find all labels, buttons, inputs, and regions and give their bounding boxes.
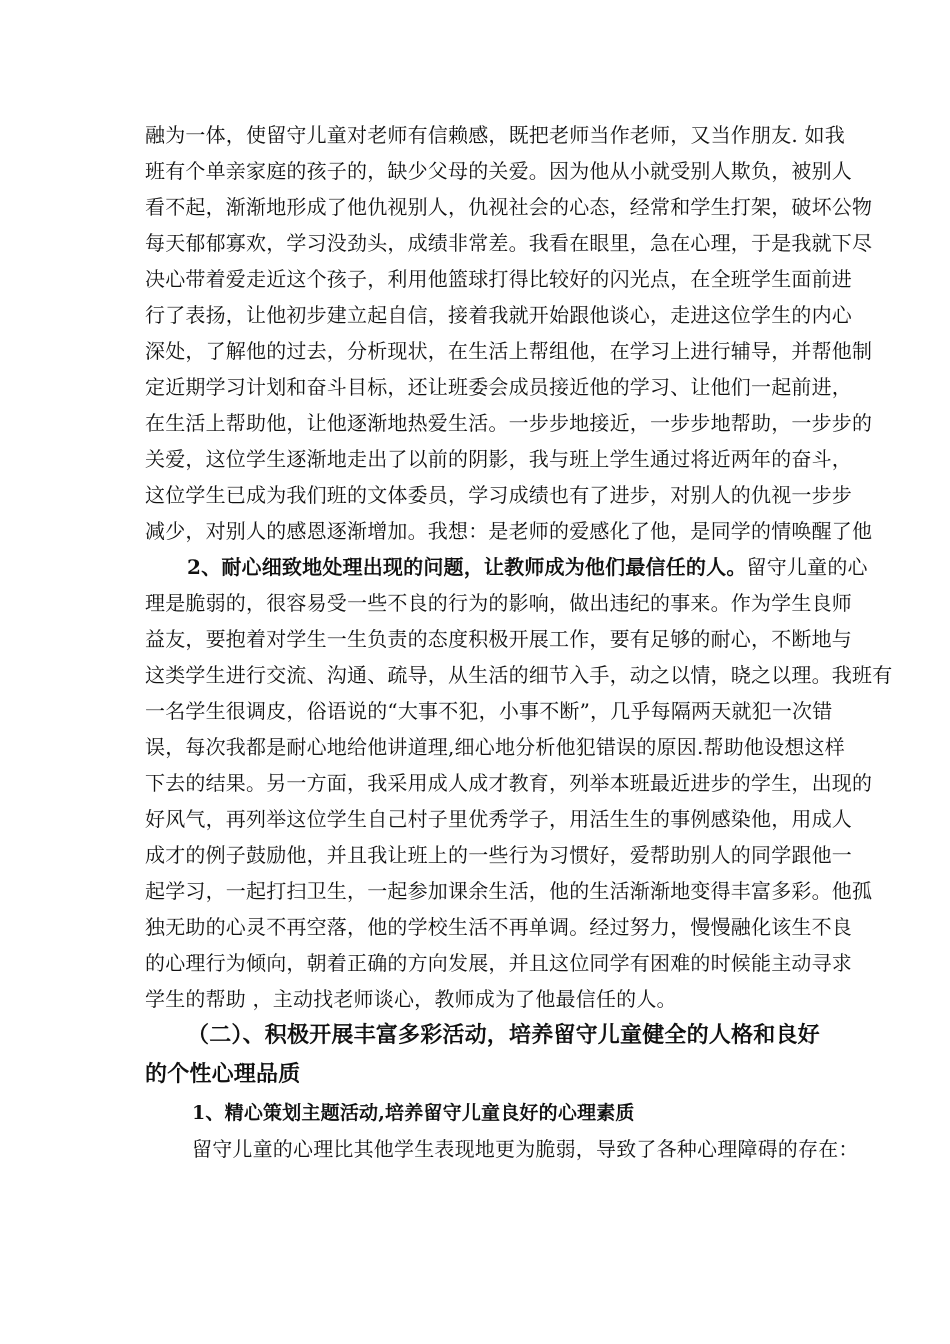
text-line: 益友，要抱着对学生一生负责的态度积极开展工作，要有足够的耐心，不断地与 bbox=[145, 627, 852, 651]
paragraph-lead-text: 留守儿童的心 bbox=[746, 555, 868, 579]
text-line: 减少，对别人的感恩逐渐增加。我想：是老师的爱感化了他，是同学的情唤醒了他 bbox=[145, 519, 873, 543]
text-line: 误，每次我都是耐心地给他讲道理,细心地分析他犯错误的原因.帮助他设想这样 bbox=[145, 735, 845, 759]
text-line: 的心理行为倾向，朝着正确的方向发展，并且这位同学有困难的时候能主动寻求 bbox=[145, 951, 852, 975]
text-line: 行了表扬，让他初步建立起自信，接着我就开始跟他谈心，走进这位学生的内心 bbox=[145, 303, 852, 327]
text-line: 融为一体，使留守儿童对老师有信赖感，既把老师当作老师，又当作朋友. 如我 bbox=[145, 123, 845, 147]
text-line: 成才的例子鼓励他，并且我让班上的一些行为习惯好，爱帮助别人的同学跟他一 bbox=[145, 843, 852, 867]
text-line bbox=[187, 555, 868, 579]
subsection-title: 1、精心策划主题活动,培养留守儿童良好的心理素质 bbox=[192, 1102, 635, 1124]
text-line: 每天郁郁寡欢，学习没劲头，成绩非常差。我看在眼里，急在心理，于是我就下尽 bbox=[145, 231, 873, 255]
section-title-line: （二）、积极开展丰富多彩活动，培养留守儿童健全的人格和良好 bbox=[187, 1022, 820, 1048]
text-line: 这位学生已成为我们班的文体委员，学习成绩也有了进步，对别人的仇视一步步 bbox=[145, 483, 852, 507]
text-line: 这类学生进行交流、沟通、疏导，从生活的细节入手，动之以情，晓之以理。我班有 bbox=[145, 663, 893, 687]
text-line: 留守儿童的心理比其他学生表现地更为脆弱，导致了各种心理障碍的存在： bbox=[192, 1137, 859, 1161]
section-title-line: 的个性心理品质 bbox=[145, 1061, 301, 1087]
text-line: 看不起，渐渐地形成了他仇视别人，仇视社会的心态，经常和学生打架，破坏公物 bbox=[145, 195, 873, 219]
text-line: 起学习，一起打扫卫生，一起参加课余生活，他的生活渐渐地变得丰富多彩。他孤 bbox=[145, 879, 873, 903]
paragraph-heading: 2、耐心细致地处理出现的问题，让教师成为他们最信任的人。 bbox=[187, 555, 747, 579]
text-line: 学生的帮助 ，主动找老师谈心，教师成为了他最信任的人。 bbox=[145, 987, 677, 1011]
text-line: 一名学生很调皮，俗语说的“大事不犯，小事不断”，几乎每隔两天就犯一次错 bbox=[145, 699, 833, 723]
text-line: 好风气，再列举这位学生自己村子里优秀学子，用活生生的事例感染他，用成人 bbox=[145, 807, 852, 831]
text-line: 深处，了解他的过去，分析现状，在生活上帮组他，在学习上进行辅导，并帮他制 bbox=[145, 339, 873, 363]
text-line: 关爱，这位学生逐渐地走出了以前的阴影，我与班上学生通过将近两年的奋斗， bbox=[145, 447, 852, 471]
text-line: 班有个单亲家庭的孩子的，缺少父母的关爱。因为他从小就受别人欺负，被别人 bbox=[145, 159, 852, 183]
text-line: 理是脆弱的，很容易受一些不良的行为的影响，做出违纪的事来。作为学生良师 bbox=[145, 591, 852, 615]
text-line: 独无助的心灵不再空落，他的学校生活不再单调。经过努力，慢慢融化该生不良 bbox=[145, 915, 852, 939]
text-line: 下去的结果。另一方面，我采用成人成才教育，列举本班最近进步的学生，出现的 bbox=[145, 771, 873, 795]
text-line: 定近期学习计划和奋斗目标，还让班委会成员接近他的学习、让他们一起前进， bbox=[145, 375, 852, 399]
text-line: 在生活上帮助他，让他逐渐地热爱生活。一步步地接近，一步步地帮助，一步步的 bbox=[145, 411, 873, 435]
text-line: 决心带着爱走近这个孩子，利用他篮球打得比较好的闪光点，在全班学生面前进 bbox=[145, 267, 852, 291]
